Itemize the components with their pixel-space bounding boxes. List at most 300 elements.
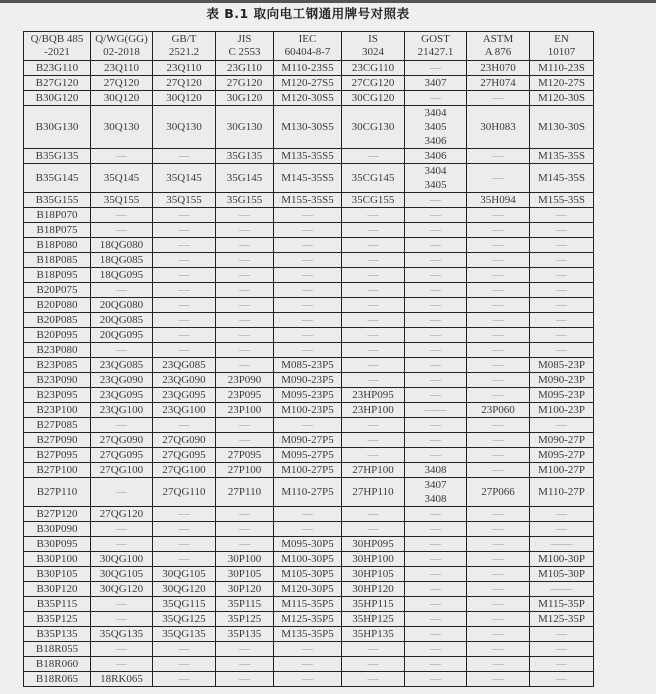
equivalent-cell: — xyxy=(405,448,467,463)
grade-cell: B27G120 xyxy=(24,76,91,91)
equivalent-cell: M125-35P5 xyxy=(274,612,342,627)
column-header-line: GOST xyxy=(421,32,450,45)
equivalent-cell: — xyxy=(342,328,405,343)
equivalent-cell: — xyxy=(530,313,594,328)
equivalent-cell: — xyxy=(342,448,405,463)
table-row xyxy=(24,358,594,373)
equivalent-cell: — xyxy=(216,672,274,687)
equivalent-cell: — xyxy=(405,298,467,313)
equivalent-cell: — xyxy=(153,642,216,657)
equivalent-cell: — xyxy=(153,253,216,268)
equivalent-cell: M090-27P5 xyxy=(274,433,342,448)
equivalent-cell: M110-27P xyxy=(530,478,594,507)
table-row xyxy=(24,238,594,253)
equivalent-cell: — xyxy=(530,642,594,657)
equivalent-cell: 35G145 xyxy=(216,164,274,193)
equivalent-cell: —— xyxy=(530,582,594,597)
equivalent-cell: 23QG100 xyxy=(153,403,216,418)
equivalent-cell: — xyxy=(405,582,467,597)
equivalent-cell: — xyxy=(91,223,153,238)
equivalent-cell: — xyxy=(467,657,530,672)
equivalent-cell: — xyxy=(467,164,530,193)
equivalent-cell: M105-30P xyxy=(530,567,594,582)
column-header-line: IS xyxy=(368,32,378,45)
equivalent-cell: 23P100 xyxy=(216,403,274,418)
equivalent-cell: M120-30S xyxy=(530,91,594,106)
equivalent-cell: — xyxy=(467,522,530,537)
column-header-line: 21427.1 xyxy=(417,46,454,58)
equivalent-cell: 27H074 xyxy=(467,76,530,91)
equivalent-cell: — xyxy=(405,343,467,358)
equivalent-cell: 30CG130 xyxy=(342,106,405,149)
equivalent-cell: — xyxy=(216,283,274,298)
equivalent-cell: M145-35S5 xyxy=(274,164,342,193)
equivalent-cell: — xyxy=(153,418,216,433)
equivalent-cell: 27QG095 xyxy=(153,448,216,463)
table-row xyxy=(24,268,594,283)
equivalent-cell: — xyxy=(405,642,467,657)
equivalent-cell: — xyxy=(342,149,405,164)
equivalent-cell: 27HP100 xyxy=(342,463,405,478)
equivalent-cell: — xyxy=(405,418,467,433)
column-header-line: IEC xyxy=(298,32,317,45)
equivalent-cell: — xyxy=(342,522,405,537)
equivalent-cell: 27QG110 xyxy=(153,478,216,507)
equivalent-cell: 30HP105 xyxy=(342,567,405,582)
equivalent-cell: — xyxy=(216,223,274,238)
equivalent-cell: — xyxy=(342,672,405,687)
equivalent-cell: 23Q110 xyxy=(153,61,216,76)
table-row xyxy=(24,164,594,193)
equivalent-cell: — xyxy=(467,552,530,567)
table-row xyxy=(24,91,594,106)
table-row xyxy=(24,253,594,268)
grade-cell: B23P095 xyxy=(24,388,91,403)
equivalent-cell: — xyxy=(153,328,216,343)
equivalent-cell: — xyxy=(530,672,594,687)
equivalent-cell: — xyxy=(405,522,467,537)
table-row xyxy=(24,552,594,567)
equivalent-cell: — xyxy=(216,343,274,358)
grade-cell: B27P095 xyxy=(24,448,91,463)
equivalent-cell: — xyxy=(405,208,467,223)
equivalent-cell: 23Q110 xyxy=(91,61,153,76)
equivalent-cell: — xyxy=(467,373,530,388)
equivalent-cell: — xyxy=(342,343,405,358)
column-header-line: 3024 xyxy=(362,46,384,58)
equivalent-cell: M115-35P xyxy=(530,597,594,612)
equivalent-cell: M095-23P5 xyxy=(274,388,342,403)
column-header-line: C 2553 xyxy=(228,46,261,58)
equivalent-cell: 27P100 xyxy=(216,463,274,478)
equivalent-cell: 30P100 xyxy=(216,552,274,567)
equivalent-cell: — xyxy=(342,433,405,448)
equivalent-cell: 23H070 xyxy=(467,61,530,76)
equivalent-cell: — xyxy=(91,208,153,223)
equivalent-cell: 23HP100 xyxy=(342,403,405,418)
equivalent-cell: 18QG095 xyxy=(91,268,153,283)
equivalent-cell: — xyxy=(467,358,530,373)
equivalent-cell: M105-30P5 xyxy=(274,567,342,582)
equivalent-cell: 27Q120 xyxy=(153,76,216,91)
equivalent-cell: — xyxy=(274,507,342,522)
equivalent-cell: M100-30P5 xyxy=(274,552,342,567)
equivalent-cell: 27P095 xyxy=(216,448,274,463)
equivalent-cell: — xyxy=(342,358,405,373)
grade-cell: B27P100 xyxy=(24,463,91,478)
equivalent-cell: 27QG100 xyxy=(153,463,216,478)
equivalent-cell: — xyxy=(530,507,594,522)
equivalent-cell: — xyxy=(274,328,342,343)
grade-cell: B18P075 xyxy=(24,223,91,238)
equivalent-cell: — xyxy=(216,238,274,253)
table-row xyxy=(24,373,594,388)
equivalent-cell: M090-23P5 xyxy=(274,373,342,388)
grade-cell: B18P085 xyxy=(24,253,91,268)
grade-cell: B27P085 xyxy=(24,418,91,433)
equivalent-cell: M095-23P xyxy=(530,388,594,403)
column-header-line: Q/BQB 485 xyxy=(30,32,84,45)
equivalent-cell: 23QG085 xyxy=(91,358,153,373)
equivalent-cell: — xyxy=(467,208,530,223)
equivalent-cell: — xyxy=(467,149,530,164)
column-header-line: 60404-8-7 xyxy=(284,46,331,58)
equivalent-cell: M100-27P xyxy=(530,463,594,478)
equivalent-cell: — xyxy=(91,149,153,164)
equivalent-cell: — xyxy=(153,672,216,687)
column-header-line: EN xyxy=(554,32,569,45)
equivalent-cell: — xyxy=(274,268,342,283)
equivalent-cell: M095-27P xyxy=(530,448,594,463)
column-header xyxy=(153,32,216,61)
equivalent-cell: — xyxy=(467,313,530,328)
equivalent-cell: — xyxy=(467,91,530,106)
equivalent-cell: 30G120 xyxy=(216,91,274,106)
equivalent-cell: M090-27P xyxy=(530,433,594,448)
equivalent-cell: — xyxy=(91,522,153,537)
equivalent-cell: — xyxy=(405,253,467,268)
equivalent-cell: — xyxy=(274,283,342,298)
equivalent-cell: — xyxy=(467,582,530,597)
equivalent-cell: M100-23P5 xyxy=(274,403,342,418)
grade-cell: B35G135 xyxy=(24,149,91,164)
equivalent-cell: 30Q120 xyxy=(153,91,216,106)
equivalent-cell: —— xyxy=(405,403,467,418)
equivalent-cell: 30HP095 xyxy=(342,537,405,552)
equivalent-cell: — xyxy=(274,298,342,313)
equivalent-cell: 23QG090 xyxy=(153,373,216,388)
equivalent-cell: — xyxy=(274,642,342,657)
table-row xyxy=(24,343,594,358)
equivalent-cell: — xyxy=(342,418,405,433)
equivalent-cell: 30G130 xyxy=(216,106,274,149)
equivalent-cell: 30QG105 xyxy=(153,567,216,582)
equivalent-cell: M120-30P5 xyxy=(274,582,342,597)
equivalent-cell: 27Q120 xyxy=(91,76,153,91)
grade-cell: B27P110 xyxy=(24,478,91,507)
equivalent-cell: 18RK065 xyxy=(91,672,153,687)
equivalent-cell: 30CG120 xyxy=(342,91,405,106)
equivalent-cell: — xyxy=(216,358,274,373)
equivalent-cell: — xyxy=(467,612,530,627)
equivalent-cell: — xyxy=(405,433,467,448)
equivalent-cell: 23P090 xyxy=(216,373,274,388)
equivalent-cell: — xyxy=(342,298,405,313)
equivalent-cell: — xyxy=(274,208,342,223)
equivalent-cell: — xyxy=(153,657,216,672)
table-row xyxy=(24,106,594,149)
table-row xyxy=(24,507,594,522)
table-row xyxy=(24,283,594,298)
equivalent-cell: — xyxy=(405,61,467,76)
equivalent-cell: — xyxy=(467,433,530,448)
equivalent-cell: 35CG145 xyxy=(342,164,405,193)
equivalent-cell: 35QG115 xyxy=(153,597,216,612)
equivalent-cell: 23CG110 xyxy=(342,61,405,76)
equivalent-cell: — xyxy=(153,507,216,522)
equivalent-cell: — xyxy=(467,567,530,582)
equivalent-cell: 35P135 xyxy=(216,627,274,642)
equivalent-cell: — xyxy=(342,283,405,298)
equivalent-cell: 27HP110 xyxy=(342,478,405,507)
equivalent-cell: 20QG080 xyxy=(91,298,153,313)
equivalent-cell: 35P115 xyxy=(216,597,274,612)
equivalent-cell: M095-30P5 xyxy=(274,537,342,552)
column-header-line: ASTM xyxy=(482,32,514,45)
equivalent-cell: — xyxy=(405,657,467,672)
equivalent-cell: M135-35S xyxy=(530,149,594,164)
equivalent-cell: — xyxy=(216,313,274,328)
equivalent-cell: 3406 xyxy=(405,149,467,164)
equivalent-cell: — xyxy=(405,612,467,627)
equivalent-cell: M090-23P xyxy=(530,373,594,388)
column-header-line: 02-2018 xyxy=(103,46,140,58)
equivalent-cell: — xyxy=(274,253,342,268)
equivalent-cell: 27G120 xyxy=(216,76,274,91)
equivalent-cell: 20QG085 xyxy=(91,313,153,328)
equivalent-cell: 23G110 xyxy=(216,61,274,76)
equivalent-cell: — xyxy=(467,343,530,358)
equivalent-cell: 35Q145 xyxy=(153,164,216,193)
equivalent-cell: 23QG090 xyxy=(91,373,153,388)
equivalent-cell: 35QG135 xyxy=(91,627,153,642)
equivalent-cell: — xyxy=(216,522,274,537)
equivalent-cell: M110-27P5 xyxy=(274,478,342,507)
grade-cell: B18R055 xyxy=(24,642,91,657)
equivalent-cell: — xyxy=(216,298,274,313)
equivalent-cell: — xyxy=(153,149,216,164)
equivalent-cell: 18QG080 xyxy=(91,238,153,253)
equivalent-cell: M120-27S xyxy=(530,76,594,91)
equivalent-cell: M145-35S xyxy=(530,164,594,193)
equivalent-cell: 3407 xyxy=(405,76,467,91)
equivalent-cell: 27P066 xyxy=(467,478,530,507)
equivalent-cell: — xyxy=(342,373,405,388)
equivalent-cell: 35QG135 xyxy=(153,627,216,642)
equivalent-cell: — xyxy=(530,343,594,358)
grade-cell: B27P120 xyxy=(24,507,91,522)
grade-cell: B35P125 xyxy=(24,612,91,627)
column-header xyxy=(467,32,530,61)
equivalent-cell: M135-35P5 xyxy=(274,627,342,642)
equivalent-cell: — xyxy=(467,328,530,343)
grade-cell: B18P095 xyxy=(24,268,91,283)
table-title: 表 B.1 取向电工钢通用牌号对照表 xyxy=(206,6,410,21)
equivalent-cell: 23HP095 xyxy=(342,388,405,403)
equivalent-cell: 27P110 xyxy=(216,478,274,507)
table-row xyxy=(24,463,594,478)
grade-cell: B18R065 xyxy=(24,672,91,687)
equivalent-cell: M110-23S xyxy=(530,61,594,76)
equivalent-cell: 35CG155 xyxy=(342,193,405,208)
table-row xyxy=(24,627,594,642)
equivalent-cell: 30H083 xyxy=(467,106,530,149)
equivalent-cell: — xyxy=(405,313,467,328)
equivalent-cell: — xyxy=(342,657,405,672)
equivalent-cell: M095-27P5 xyxy=(274,448,342,463)
grade-cell: B35G145 xyxy=(24,164,91,193)
table-row xyxy=(24,657,594,672)
equivalent-cell: — xyxy=(216,657,274,672)
table-row xyxy=(24,208,594,223)
equivalent-cell: M110-23S5 xyxy=(274,61,342,76)
equivalent-cell: — xyxy=(342,208,405,223)
equivalent-cell: — xyxy=(467,463,530,478)
table-row xyxy=(24,642,594,657)
equivalent-cell: 3404 3405 xyxy=(405,164,467,193)
equivalent-cell: M155-35S5 xyxy=(274,193,342,208)
equivalent-cell: 23QG095 xyxy=(153,388,216,403)
equivalent-cell: — xyxy=(530,283,594,298)
equivalent-cell: — xyxy=(530,253,594,268)
equivalent-cell: — xyxy=(530,298,594,313)
equivalent-cell: — xyxy=(91,642,153,657)
equivalent-cell: — xyxy=(153,223,216,238)
equivalent-cell: 3408 xyxy=(405,463,467,478)
equivalent-cell: 23QG085 xyxy=(153,358,216,373)
column-header-line: A 876 xyxy=(484,46,512,58)
equivalent-cell: — xyxy=(405,91,467,106)
equivalent-cell: M125-35P xyxy=(530,612,594,627)
grade-cell: B18P070 xyxy=(24,208,91,223)
equivalent-cell: 23QG095 xyxy=(91,388,153,403)
equivalent-cell: — xyxy=(342,313,405,328)
equivalent-cell: 30Q130 xyxy=(153,106,216,149)
equivalent-cell: — xyxy=(405,268,467,283)
grade-cell: B30G130 xyxy=(24,106,91,149)
equivalent-cell: — xyxy=(216,433,274,448)
grade-cell: B20P085 xyxy=(24,313,91,328)
equivalent-cell: 3404 3405 3406 xyxy=(405,106,467,149)
table-row xyxy=(24,567,594,582)
equivalent-cell: — xyxy=(405,328,467,343)
grade-cell: B30P095 xyxy=(24,537,91,552)
grade-cell: B23P080 xyxy=(24,343,91,358)
equivalent-cell: M135-35S5 xyxy=(274,149,342,164)
equivalent-cell: M130-30S5 xyxy=(274,106,342,149)
equivalent-cell: 30QG120 xyxy=(153,582,216,597)
grade-cell: B18P080 xyxy=(24,238,91,253)
equivalent-cell: — xyxy=(153,283,216,298)
equivalent-cell: — xyxy=(530,627,594,642)
equivalent-cell: M115-35P5 xyxy=(274,597,342,612)
equivalent-cell: — xyxy=(274,313,342,328)
equivalent-cell: — xyxy=(530,238,594,253)
equivalent-cell: — xyxy=(405,597,467,612)
equivalent-cell: M085-23P5 xyxy=(274,358,342,373)
equivalent-cell: — xyxy=(405,567,467,582)
equivalent-cell: — xyxy=(530,657,594,672)
equivalent-cell: 30HP100 xyxy=(342,552,405,567)
equivalent-cell: — xyxy=(467,388,530,403)
equivalent-cell: — xyxy=(405,283,467,298)
equivalent-cell: — xyxy=(405,627,467,642)
equivalent-cell: 27QG100 xyxy=(91,463,153,478)
equivalent-cell: — xyxy=(530,208,594,223)
equivalent-cell: — xyxy=(216,642,274,657)
equivalent-cell: — xyxy=(530,268,594,283)
equivalent-cell: M085-23P xyxy=(530,358,594,373)
equivalent-cell: 30QG105 xyxy=(91,567,153,582)
equivalent-cell: 23P095 xyxy=(216,388,274,403)
grade-cell: B20P095 xyxy=(24,328,91,343)
column-header-line: -2021 xyxy=(44,46,70,58)
equivalent-cell: M155-35S xyxy=(530,193,594,208)
grade-cell: B35G155 xyxy=(24,193,91,208)
table-row xyxy=(24,328,594,343)
equivalent-cell: — xyxy=(405,238,467,253)
equivalent-cell: — xyxy=(153,522,216,537)
equivalent-cell: — xyxy=(405,193,467,208)
equivalent-cell: 23QG100 xyxy=(91,403,153,418)
table-row xyxy=(24,418,594,433)
equivalent-cell: — xyxy=(467,238,530,253)
equivalent-cell: — xyxy=(342,268,405,283)
grade-cell: B27P090 xyxy=(24,433,91,448)
equivalent-cell: 30P105 xyxy=(216,567,274,582)
equivalent-cell: — xyxy=(91,283,153,298)
equivalent-cell: — xyxy=(405,373,467,388)
equivalent-cell: — xyxy=(467,448,530,463)
equivalent-cell: — xyxy=(274,672,342,687)
equivalent-cell: — xyxy=(467,507,530,522)
equivalent-cell: — xyxy=(467,597,530,612)
equivalent-cell: — xyxy=(216,418,274,433)
grade-cell: B20P080 xyxy=(24,298,91,313)
grade-cell: B20P075 xyxy=(24,283,91,298)
grade-cell: B23P100 xyxy=(24,403,91,418)
equivalent-cell: 30P120 xyxy=(216,582,274,597)
equivalent-cell: 35HP115 xyxy=(342,597,405,612)
equivalent-cell: — xyxy=(467,283,530,298)
equivalent-cell: 35HP125 xyxy=(342,612,405,627)
equivalent-cell: — xyxy=(153,552,216,567)
column-header-line: 2521.2 xyxy=(168,46,200,58)
equivalent-cell: — xyxy=(216,208,274,223)
equivalent-cell: M100-27P5 xyxy=(274,463,342,478)
equivalent-cell: 27QG090 xyxy=(91,433,153,448)
equivalent-cell: 27CG120 xyxy=(342,76,405,91)
equivalent-cell: 35HP135 xyxy=(342,627,405,642)
table-row xyxy=(24,612,594,627)
equivalent-cell: — xyxy=(274,657,342,672)
grade-cell: B18R060 xyxy=(24,657,91,672)
equivalent-cell: — xyxy=(467,268,530,283)
equivalent-cell: — xyxy=(405,388,467,403)
equivalent-cell: 35G155 xyxy=(216,193,274,208)
table-row xyxy=(24,298,594,313)
equivalent-cell: 35QG125 xyxy=(153,612,216,627)
